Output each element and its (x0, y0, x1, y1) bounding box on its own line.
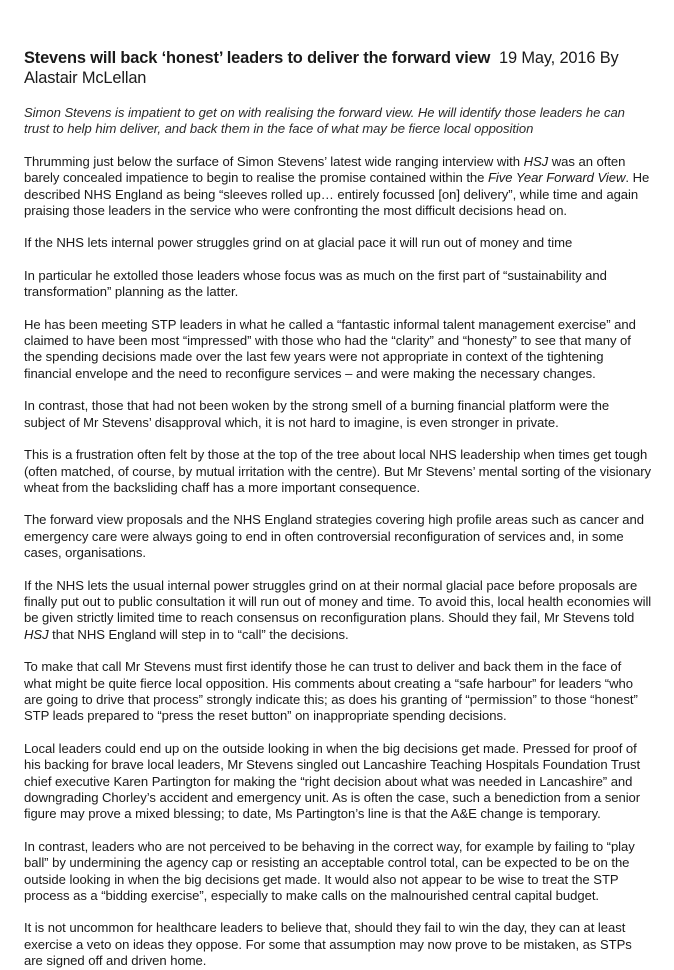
article-paragraph-6: The forward view proposals and the NHS England strategies covering high profile areas such as cancer and emergency care were always going to end in often controversial reconfiguration of services and, in some cases, organisations. (24, 512, 645, 561)
article-paragraph-3: He has been meeting STP leaders in what he called a “fantastic informal talent management exercise” and claimed to have been most “impressed” with those who had the “clarity” and “honesty” to see that many of the spending decisions made over the last few years were not appropriate in context of the tightening financial envelope and the need to reconfigure services – and were making the necessary changes. (24, 316, 636, 381)
article-paragraph-8: To make that call Mr Stevens must first identify those he can trust to deliver and back them in the face of what might be quite fierce local opposition. His comments about creating a “safe harbour” for leaders “who are going to drive that process” strongly indicate this; as does his granting of “permission” to those “honest” STP leads prepared to “press the reset button” on inappropriate spending decisions. (24, 659, 638, 724)
article-paragraph-10: In contrast, leaders who are not perceived to be behaving in the correct way, for example by failing to “play ball” by undermining the agency cap or resisting an acceptable control total, can be expected to be on the outside looking in when the big decisions get made. It would also not appear to be wise to treat the STP process as a “bidding exercise”, especially to make calls on the malnourished central capital budget. (24, 838, 635, 904)
article-standfirst: Simon Stevens is impatient to get on with realising the forward view. He will identify those leaders he can trust to help him deliver, and back them in the face of what may be fierce local opposition (24, 105, 625, 137)
article-paragraph-2: In particular he extolled those leaders whose focus was as much on the first part of “sustainability and transformation” planning as the latter. (24, 267, 607, 300)
publication-name: HSJ (523, 153, 549, 169)
article-title: Stevens will back ‘honest’ leaders to deliver the forward view (24, 49, 491, 67)
article-date-byline: 19 May, 2016 By Alastair McLellan (24, 49, 619, 87)
publication-name: HSJ (24, 626, 49, 642)
article-paragraph-4: In contrast, those that had not been woken by the strong smell of a burning financial platform were the subject of Mr Stevens’ disapproval which, it is not hard to imagine, is even stronger in private. (24, 398, 610, 430)
article-paragraph-11: It is not uncommon for healthcare leaders to believe that, should they fail to win the day, they can at least exercise a veto on ideas they oppose. For some that assumption may now prove to be mistaken, as STPs are signed off and driven home. (24, 920, 632, 969)
article-headline (24, 48, 652, 88)
article-pullquote: If the NHS lets internal power struggles grind on at glacial pace it will run out of money and time (24, 235, 573, 251)
document-title: Five Year Forward View (487, 170, 626, 186)
article-paragraph-1: Thrumming just below the surface of Simon Stevens’ latest wide ranging interview with HSJ was an often barely concealed impatience to begin to realise the promise contained within the Five Year Forward View. He described NHS England as being “sleeves rolled up… entirely focussed [on] delivery”, while time and again praising those leaders in the service who were confronting the most difficult decisions head on. (24, 153, 650, 219)
article-paragraph-9: Local leaders could end up on the outside looking in when the big decisions get made. Pressed for proof of his backing for brave local leaders, Mr Stevens singled out Lancashire Teaching Hospitals Foundation Trust chief executive Karen Partington for making the “right decision about what was needed in Lancashire” and downgrading Chorley’s accident and emergency unit. As is often the case, such a benediction from a senior figure may prove a mixed blessing; to date, Ms Partington’s line is that the A&E change is temporary. (24, 740, 641, 822)
article-paragraph-5: This is a frustration often felt by those at the top of the tree about local NHS leadership when times get tough (often matched, of course, by mutual irritation with the centre). But Mr Stevens’ mental sorting of the visionary wheat from the backsliding chaff has a more important consequence. (24, 447, 652, 495)
article-paragraph-7: If the NHS lets the usual internal power struggles grind on at their normal glacial pace before proposals are finally put out to public consultation it will run out of money and time. To avoid this, local health economies will be given strictly limited time to reach consensus on reconfiguration plans. Should they fail, Mr Stevens told HSJ that NHS England will step in to “call” the decisions. (24, 577, 652, 642)
